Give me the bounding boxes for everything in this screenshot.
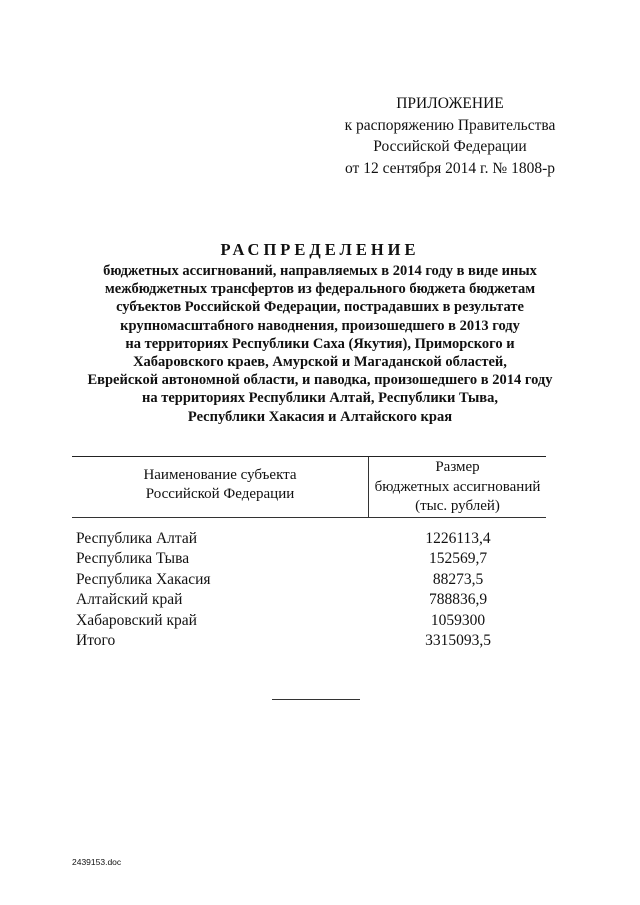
header-subject-name: Наименование субъекта Российской Федерации <box>143 467 297 502</box>
table-row <box>76 529 546 549</box>
subtitle-line: субъектов Российской Федерации, пострадавших в результате <box>116 299 524 316</box>
table-row <box>76 570 546 590</box>
table-header-bottom-rule <box>72 517 546 518</box>
appendix-date-number: от 12 сентября 2014 г. № 1808-р <box>345 159 555 177</box>
subtitle-line: крупномасштабного наводнения, произошедшего в 2013 году <box>120 317 520 334</box>
row-amount: 788836,9 <box>428 591 488 609</box>
row-amount: 3315093,5 <box>425 631 491 649</box>
row-subject-name: Республика Хакасия <box>76 570 211 588</box>
header-allocation-size: Размер бюджетных ассигнований (тыс. рублей) <box>374 459 541 514</box>
subtitle-line: Республики Хакасия и Алтайского края <box>187 408 453 425</box>
table-row-total <box>76 631 546 651</box>
row-subject-name: Республика Тыва <box>76 550 190 568</box>
row-subject-name: Алтайский край <box>76 591 183 609</box>
row-subject-name: Хабаровский край <box>76 611 197 629</box>
row-amount: 152569,7 <box>428 550 488 568</box>
footer-filename: 2439153.doc <box>72 857 122 867</box>
row-subject-name: Итого <box>76 631 116 649</box>
allocation-table-body <box>76 529 546 651</box>
document-subtitle <box>40 262 600 426</box>
table-row <box>76 611 546 631</box>
subtitle-line: межбюджетных трансфертов из федерального бюджета бюджетам <box>104 281 536 298</box>
row-amount: 88273,5 <box>432 570 484 588</box>
table-row <box>76 590 546 610</box>
subtitle-line: на территориях Республики Алтай, Республики Тыва, <box>141 390 498 407</box>
appendix-line: Российской Федерации <box>373 138 527 155</box>
document-title: РАСПРЕДЕЛЕНИЕ <box>220 240 420 259</box>
subtitle-line: на территориях Республики Саха (Якутия), Приморского и <box>125 335 515 352</box>
appendix-line: к распоряжению Правительства <box>344 116 556 134</box>
row-amount: 1059300 <box>430 611 486 629</box>
end-separator-line <box>272 699 360 700</box>
allocation-table-header <box>72 456 546 518</box>
row-amount: 1226113,4 <box>425 530 491 547</box>
subtitle-line: Хабаровского краев, Амурской и Магаданской областей, <box>133 354 507 371</box>
table-header-row <box>72 457 546 517</box>
row-subject-name: Республика Алтай <box>76 530 198 547</box>
table-row <box>76 549 546 569</box>
appendix-heading: ПРИЛОЖЕНИЕ <box>396 95 504 112</box>
subtitle-line: Еврейской автономной области, и паводка, произошедшего в 2014 году <box>87 372 553 389</box>
subtitle-line: бюджетных ассигнований, направляемых в 2014 году в виде иных <box>103 263 537 279</box>
appendix-block <box>300 93 600 179</box>
